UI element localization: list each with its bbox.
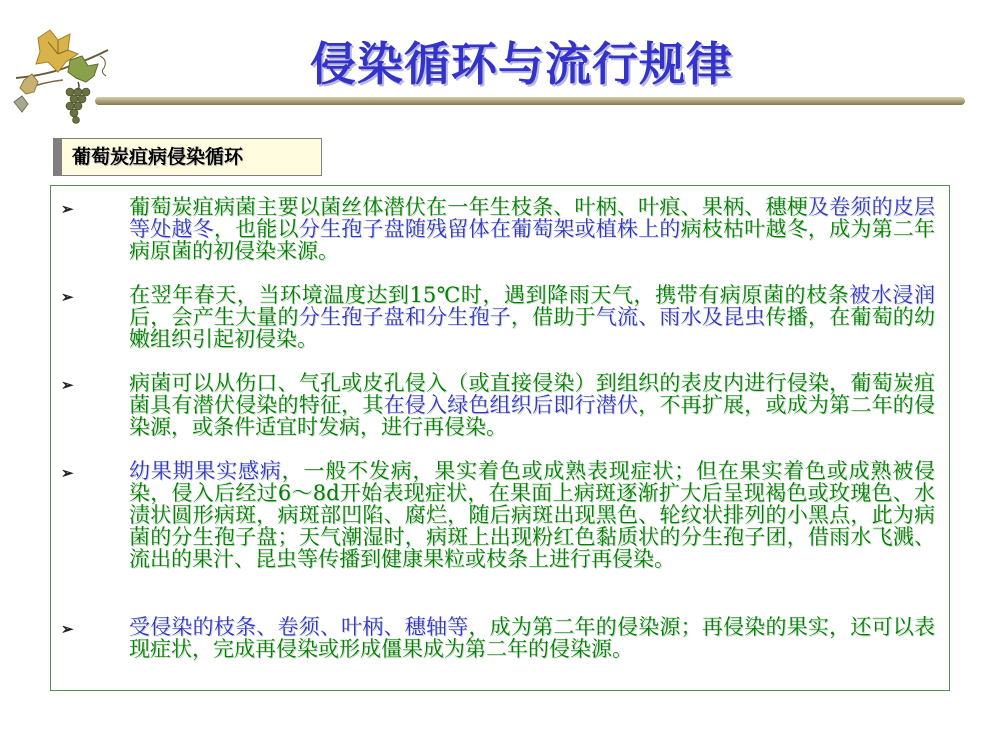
bullet-arrow-icon: ➢ [61,288,74,306]
section-label: 葡萄炭疽病侵染循环 [53,138,322,176]
bullet-arrow-icon: ➢ [61,376,74,394]
bullet-arrow-icon: ➢ [61,200,74,218]
bullet-text-run: ，也能以 [213,217,299,241]
title-underline [95,97,965,105]
bullet-text [129,616,935,660]
bullet-arrow-icon: ➢ [61,464,74,482]
grape-vine-icon [8,20,118,135]
highlighted-text: 分生孢子盘和分生孢子 [298,305,511,329]
bullet-text-run: 传播，在葡萄的幼嫩组织引起初侵染。 [129,305,936,351]
bullet-text-run: 病枝枯叶越冬，成为第二年病原菌的初侵染来源。 [129,217,936,263]
bullet-text-run: 在翌年春天，当环境温度达到15℃时，遇到降雨天气，携带有病原菌的枝条 [129,283,850,307]
highlighted-text: 幼果期果实感病 [129,459,282,483]
bullet-text-run: ，不再扩展，或成为第二年的侵染源，或条件适宜时发病，进行再侵染。 [129,393,935,439]
bullet-text-run: 后，会产生大量的 [129,305,299,329]
bullet-text [129,196,935,262]
highlighted-text: 被水浸润 [849,283,935,307]
bullet-text-run: ，成为第二年的侵染源；再侵染的果实，还可以表现症状，完成再侵染或形成僵果成为第二年的侵染源。 [129,615,936,661]
highlighted-text: 分生孢子盘随残留体在葡萄架或植株上的 [298,217,681,241]
page-title: 侵染循环与流行规律 [310,37,733,91]
bullet-text-run: 葡萄炭疽病菌主要以菌丝体潜伏在一年生枝条、叶柄、叶痕、果柄、穗梗 [129,195,808,219]
highlighted-text: 及卷须的皮层等处越冬 [129,195,936,241]
bullet-arrow-icon: ➢ [61,620,74,638]
bullet-text-run: 病菌可以从伤口、气孔或皮孔侵入（或直接侵染）到组织的表皮内进行侵染，葡萄炭疽菌具有潜伏侵染的特征，其 [129,371,935,417]
highlighted-text: 气流、雨水及昆虫 [595,305,766,329]
bullet-text-run: ，一般不发病，果实着色或成熟表现症状；但在果实着色或成熟被侵染，侵入后经过6～8d开始表现症状，在果面上病斑逐渐扩大后呈现褐色或玫瑰色、水渍状圆形病斑，病斑部凹陷、腐烂，随后病斑出现黑色、轮纹状排列的小黑点，此为病菌的分生孢子盘；天气潮湿时，病斑上出现粉红色黏质状的分生孢子团，借雨水飞溅、流出的果汁、昆虫等传播到健康果粒或枝条上进行再侵染。 [129,459,935,571]
bullet-text [129,372,935,438]
bullet-text [129,460,935,570]
highlighted-text: 受侵染的枝条、卷须、叶柄、穗轴等 [129,615,469,639]
content-box [50,185,950,691]
bullet-text [129,284,935,350]
highlighted-text: 在侵入绿色组织后即行潜伏 [383,393,639,417]
bullet-text-run: ，借助于 [510,305,596,329]
